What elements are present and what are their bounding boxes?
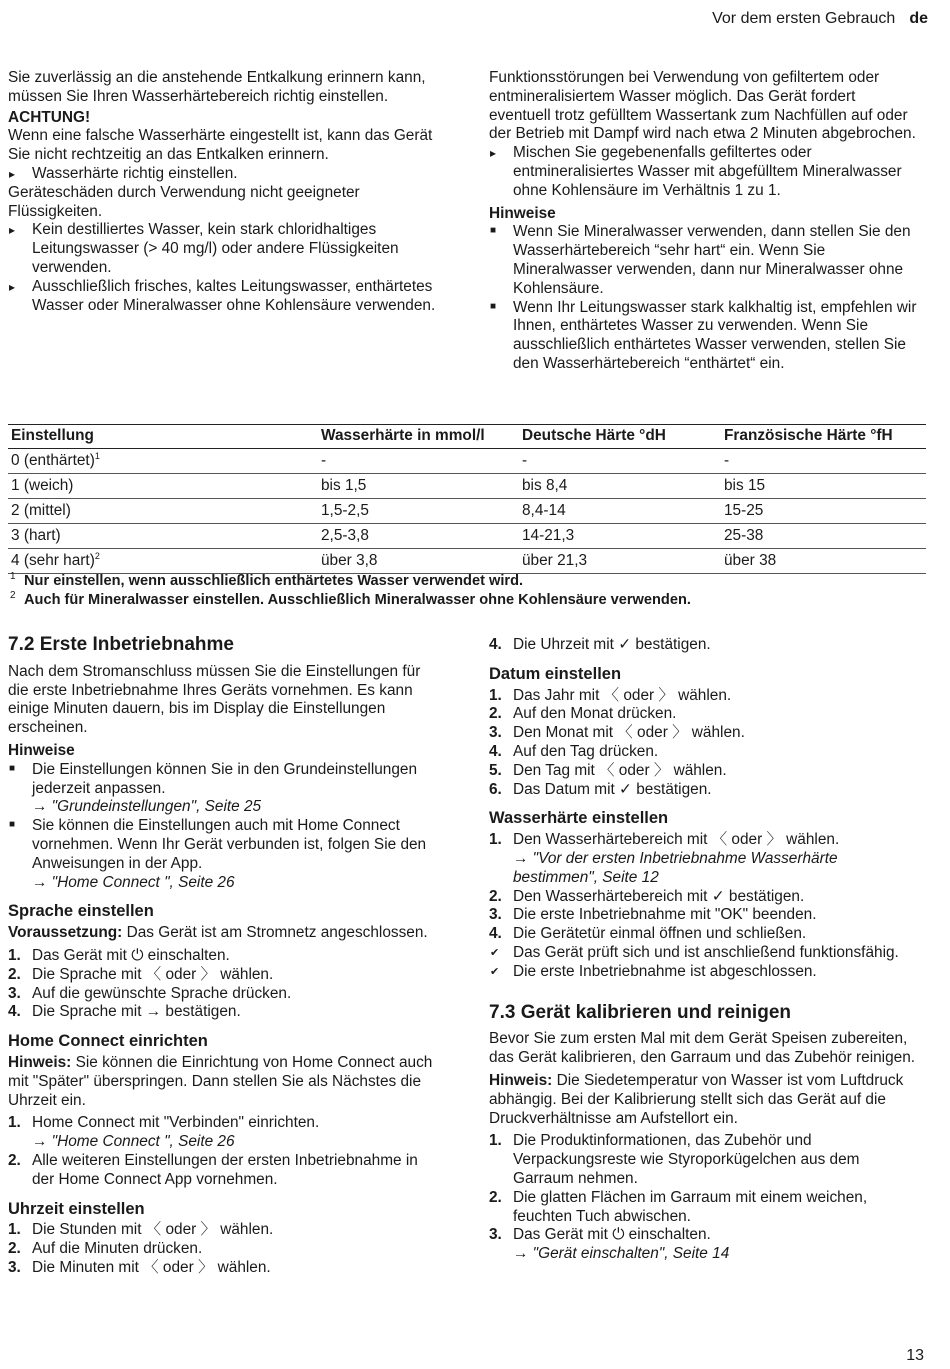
table-cell: 15-25 [721, 499, 926, 524]
subsection-title: Uhrzeit einstellen [8, 1199, 145, 1218]
table-row [8, 474, 926, 499]
step-item: 2. Den Wasserhärtebereich mit ✓ bestätigen. [489, 887, 805, 905]
warning-label: ACHTUNG! [8, 108, 91, 126]
hint-label: Hinweis: [489, 1071, 553, 1089]
top-right-column [489, 69, 919, 374]
chevron-left-icon: 〈 [145, 1221, 162, 1239]
arrow-icon: → [513, 849, 529, 867]
cross-reference [8, 874, 440, 893]
note-item: ■ Sie können die Einstellungen auch mit Home Connect vornehmen. Wenn Ihr Gerät verbunden ist, folgen Sie den Anweisungen in der App. [8, 817, 440, 873]
header-lang: de [909, 10, 928, 27]
paragraph: Geräteschäden durch Verwendung nicht geeigneter Flüssigkeiten. [8, 183, 360, 220]
cell-text: 0 (enthärtet) [11, 452, 95, 470]
table-row [8, 524, 926, 549]
table-cell: über 3,8 [318, 549, 519, 574]
paragraph: Nach dem Stromanschluss müssen Sie die Einstellungen für die erste Inbetriebnahme Ihres Geräts vornehmen. Es kann einige Minuten dauern, bis im Display die Einstellungen erscheinen. [8, 662, 421, 737]
section-title: 7.2 Erste Inbetriebnahme [8, 634, 234, 655]
action-item: ▸ Kein destilliertes Wasser, kein stark chloridhaltiges Leitungswasser (> 40 mg/l) oder andere Flüssigkeiten verwenden. [8, 221, 440, 277]
section-title: 7.3 Gerät kalibrieren und reinigen [489, 1001, 791, 1023]
chevron-left-icon: 〈 [617, 724, 633, 742]
water-hardness-table [8, 424, 926, 574]
check-icon: ✓ [711, 887, 725, 905]
paragraph [8, 1054, 440, 1110]
chevron-left-icon: 〈 [145, 965, 162, 983]
table-cell: - [318, 449, 519, 474]
subsection-title: Wasserhärte einstellen [489, 809, 669, 828]
table-cell: 3 (hart) [8, 524, 318, 549]
power-icon: ⏻ [131, 946, 144, 964]
table-cell: 2,5-3,8 [318, 524, 519, 549]
step-item: 2. Auf den Monat drücken. [489, 705, 677, 723]
table-cell: 14-21,3 [519, 524, 721, 549]
step-item: 3. Den Monat mit 〈 oder 〉 wählen. [489, 724, 745, 742]
step-item: 4. Die Uhrzeit mit ✓ bestätigen. [489, 636, 711, 653]
note-item: ■ Wenn Sie Mineralwasser verwenden, dann stellen Sie den Wasserhärtebereich “sehr hart“ ein. Wenn Sie Mineralwasser verwenden, dann nur Mineralwasser ohne Kohlensäure. [489, 223, 919, 298]
step-item: 1. Das Gerät mit ⏻ einschalten. [8, 946, 230, 964]
column-header: Wasserhärte in mmol/l [318, 425, 519, 449]
footnote-marker: 2 [94, 551, 100, 562]
table-row [8, 449, 926, 474]
table-cell: 25-38 [721, 524, 926, 549]
table-cell: - [721, 449, 926, 474]
table-cell: 1 (weich) [8, 474, 318, 499]
table-cell: bis 15 [721, 474, 926, 499]
step-item: 1. Das Jahr mit 〈 oder 〉 wählen. [489, 686, 732, 704]
check-icon: ✓ [619, 780, 632, 798]
table-cell: bis 1,5 [318, 474, 519, 499]
step-item: 1. Die Produktinformationen, das Zubehör und Verpackungsreste wie Styroporkügelchen aus dem Garraum nehmen. [489, 1132, 860, 1187]
cross-reference-text: "Home Connect ", Seite 26 [51, 873, 235, 891]
subsection-title: Sprache einstellen [8, 902, 154, 921]
footnote-marker: 1 [10, 571, 16, 582]
chevron-right-icon: 〉 [658, 686, 674, 704]
subsection-title: Home Connect einrichten [8, 1032, 208, 1051]
table-cell: über 21,3 [519, 549, 721, 574]
table-cell: bis 8,4 [519, 474, 721, 499]
power-icon: ⏻ [612, 1226, 625, 1244]
step-item: 2. Auf die Minuten drücken. [8, 1240, 203, 1258]
footnote [8, 573, 523, 589]
page-header [712, 10, 928, 28]
step-item: 1. Home Connect mit "Verbinden" einrichten. [8, 1114, 320, 1132]
step-item: 5. Den Tag mit 〈 oder 〉 wählen. [489, 761, 727, 779]
chevron-left-icon: 〈 [711, 831, 728, 849]
step-item: 4. Die Gerätetür einmal öffnen und schließen. [489, 925, 807, 943]
prerequisite-text: Das Gerät ist am Stromnetz angeschlossen. [122, 924, 428, 942]
step-item: 1. Den Wasserhärtebereich mit 〈 oder 〉 wählen. [489, 831, 840, 849]
step-item: 3. Die Minuten mit 〈 oder 〉 wählen. [8, 1258, 271, 1276]
action-item: ▸ Ausschließlich frisches, kaltes Leitungswasser, enthärtetes Wasser oder Mineralwasser ohne Kohlensäure verwenden. [8, 278, 440, 316]
table-cell [8, 449, 318, 474]
bottom-right-column [489, 636, 919, 1264]
table-header-row [8, 425, 926, 449]
hint-text: Die Siedetemperatur von Wasser ist vom Luftdruck abhängig. Bei der Kalibrierung stellt sich das Gerät auf die Druckverhältnisse am Aufstellort ein. [489, 1071, 904, 1127]
step-item: 2. Alle weiteren Einstellungen der ersten Inbetriebnahme in der Home Connect App vornehmen. [8, 1151, 418, 1188]
cross-reference [489, 1245, 919, 1264]
prerequisite-label: Voraussetzung: [8, 924, 123, 942]
result-item: ✔ Die erste Inbetriebnahme ist abgeschlossen. [489, 963, 919, 982]
arrow-icon: → [513, 1245, 529, 1263]
arrow-icon: → [32, 798, 48, 816]
hint-text: Sie können die Einrichtung von Home Connect auch mit "Später" überspringen. Dann stellen Sie als Nächstes die Uhrzeit ein. [8, 1053, 433, 1109]
chevron-right-icon: 〉 [653, 761, 670, 779]
table-row [8, 549, 926, 574]
paragraph: Funktionsstörungen bei Verwendung von gefiltertem oder entmineralisiertem Wasser möglich. Das Gerät fordert eventuell trotz gefülltem Wassertank zum Nachfüllen auf oder der Betrieb mit Dampf wird nach etwa 2 Minuten abgebrochen. [489, 69, 916, 143]
arrow-icon: → [32, 1133, 48, 1151]
cross-reference-text: "Home Connect ", Seite 26 [51, 1133, 235, 1151]
notes-title: Hinweise [489, 204, 556, 222]
hint-label: Hinweis: [8, 1053, 72, 1071]
paragraph: Wenn eine falsche Wasserhärte eingestellt ist, kann das Gerät Sie nicht rechtzeitig an das Entkalken erinnern. [8, 127, 433, 164]
cross-reference [8, 1133, 440, 1152]
chevron-right-icon: 〉 [200, 965, 216, 983]
table-cell: 8,4-14 [519, 499, 721, 524]
footnote-marker: 2 [10, 590, 16, 601]
cross-reference [489, 850, 919, 888]
table-cell: 2 (mittel) [8, 499, 318, 524]
top-left-column [8, 69, 440, 315]
arrow-right-icon: → [145, 1003, 162, 1021]
check-icon: ✓ [618, 636, 632, 653]
step-item: 6. Das Datum mit ✓ bestätigen. [489, 780, 712, 798]
paragraph [489, 1072, 919, 1128]
note-item: ■ Die Einstellungen können Sie in den Grundeinstellungen jederzeit anpassen. [8, 761, 440, 799]
chevron-left-icon: 〈 [143, 1258, 159, 1276]
step-item: 2. Die glatten Flächen im Garraum mit einem weichen, feuchten Tuch abwischen. [489, 1188, 868, 1225]
cross-reference-text: "Grundeinstellungen", Seite 25 [51, 798, 262, 816]
arrow-icon: → [32, 873, 48, 891]
cell-text: 4 (sehr hart) [11, 552, 95, 570]
step-item: 2. Die Sprache mit 〈 oder 〉 wählen. [8, 965, 274, 983]
table-cell: - [519, 449, 721, 474]
footnote-marker: 1 [94, 451, 100, 461]
chevron-right-icon: 〉 [197, 1258, 214, 1276]
step-item: 3. Die erste Inbetriebnahme mit "OK" beenden. [489, 906, 817, 924]
footnote-text: Nur einstellen, wenn ausschließlich enthärtetes Wasser verwendet wird. [24, 573, 524, 589]
table-cell [8, 549, 318, 574]
table-cell: 1,5-2,5 [318, 499, 519, 524]
action-item: ▸ Wasserhärte richtig einstellen. [8, 165, 440, 184]
step-item: 1. Die Stunden mit 〈 oder 〉 wählen. [8, 1221, 274, 1239]
paragraph: Sie zuverlässig an die anstehende Entkalkung erinnern kann, müssen Sie Ihren Wasserhärtebereich richtig einstellen. [8, 69, 426, 105]
table-row [8, 499, 926, 524]
chevron-right-icon: 〉 [672, 724, 688, 742]
bottom-left-column [8, 636, 440, 1278]
notes-title: Hinweise [8, 741, 75, 759]
action-item: ▸ Mischen Sie gegebenenfalls gefiltertes oder entmineralisiertes Wasser mit abgefülltem Mineralwasser ohne Kohlensäure im Verhältnis 1 zu 1. [489, 144, 919, 200]
step-item: 3. Das Gerät mit ⏻ einschalten. [489, 1226, 711, 1244]
chevron-right-icon: 〉 [200, 1221, 216, 1239]
table-cell: über 38 [721, 549, 926, 574]
paragraph: Bevor Sie zum ersten Mal mit dem Gerät Speisen zubereiten, das Gerät kalibrieren, den Garraum und das Zubehör reinigen. [489, 1030, 916, 1067]
header-section: Vor dem ersten Gebrauch [712, 10, 896, 27]
note-item: ■ Wenn Ihr Leitungswasser stark kalkhaltig ist, empfehlen wir Ihnen, enthärtetes Wasser zu verwenden. Wenn Sie ausschließlich enthärtetes Wasser verwenden, stellen Sie den Wasserhärtebereich “enthärtet“ ein. [489, 299, 919, 374]
subsection-title: Datum einstellen [489, 664, 622, 683]
chevron-right-icon: 〉 [766, 831, 782, 849]
cross-reference [8, 798, 440, 817]
page-number: 13 [906, 1347, 924, 1364]
chevron-left-icon: 〈 [603, 686, 620, 704]
cross-reference-text: "Vor der ersten Inbetriebnahme Wasserhärte bestimmen", Seite 12 [513, 849, 838, 886]
cross-reference-text: "Gerät einschalten", Seite 14 [532, 1245, 730, 1263]
chevron-left-icon: 〈 [599, 761, 615, 779]
footnote [8, 592, 691, 608]
step-item: 4. Die Sprache mit → bestätigen. [8, 1003, 241, 1021]
step-item: 3. Auf die gewünschte Sprache drücken. [8, 984, 292, 1002]
result-item: ✔ Das Gerät prüft sich und ist anschließend funktionsfähig. [489, 944, 919, 963]
column-header: Französische Härte °fH [721, 425, 926, 449]
column-header: Deutsche Härte °dH [519, 425, 721, 449]
footnote-text: Auch für Mineralwasser einstellen. Ausschließlich Mineralwasser ohne Kohlensäure verwenden. [24, 592, 691, 608]
step-item: 4. Auf den Tag drücken. [489, 742, 659, 760]
paragraph [8, 924, 440, 943]
column-header: Einstellung [8, 425, 318, 449]
